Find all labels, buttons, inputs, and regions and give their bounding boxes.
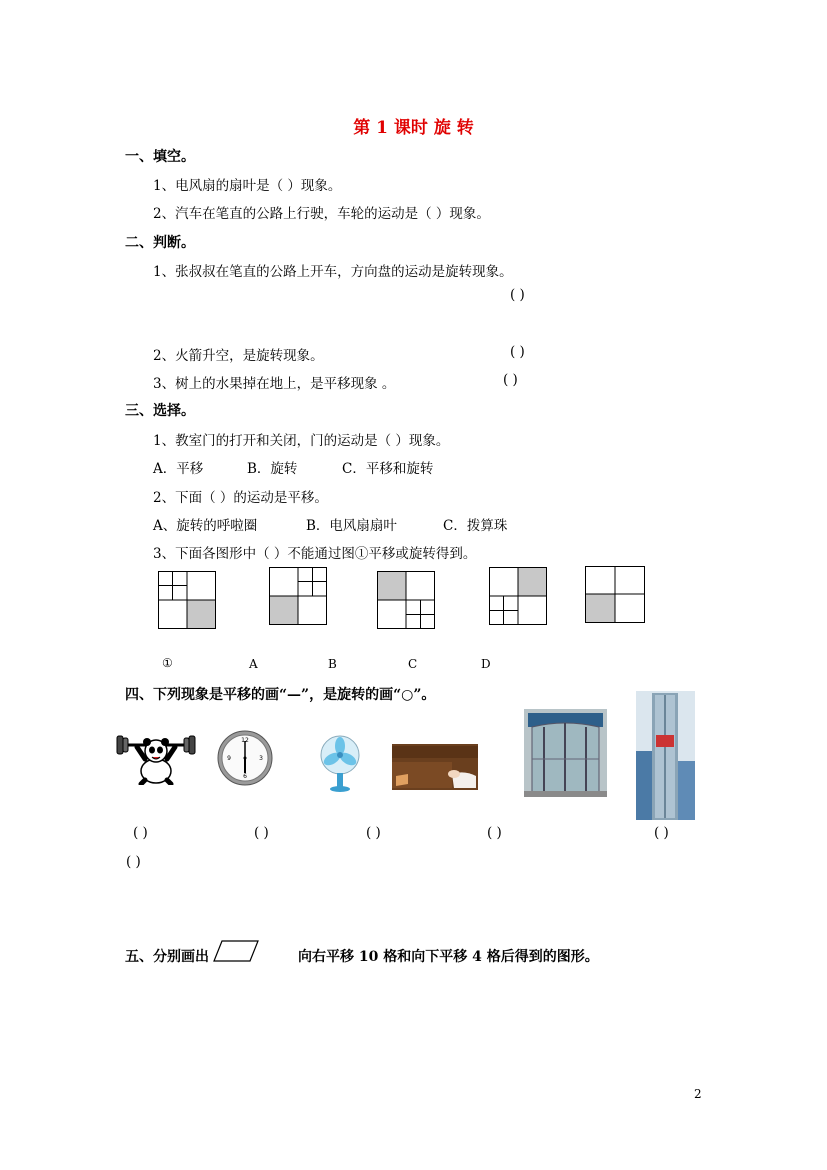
- s4-answer-paren-1: ( ): [133, 825, 148, 841]
- section-1-heading: 一、填空。: [125, 149, 195, 165]
- s2-answer-paren-3: ( ): [503, 372, 518, 388]
- figure-1-square: [158, 571, 216, 629]
- s3-q2-option-a: A、旋转的呼啦圈: [153, 518, 258, 534]
- figure-b-square: [377, 571, 435, 629]
- figure-label-d: D: [481, 657, 491, 671]
- s3-q1-option-a: A．平移: [153, 461, 204, 477]
- figure-d-square: [585, 566, 645, 623]
- svg-text:9: 9: [227, 755, 231, 762]
- svg-text:3: 3: [259, 755, 263, 762]
- figure-label-a: A: [249, 657, 258, 671]
- s3-q1-option-c: C．平移和旋转: [342, 461, 434, 477]
- electric-fan-image: [317, 735, 363, 793]
- section-2-heading: 二、判断。: [125, 235, 195, 251]
- s4-answer-paren-2: ( ): [254, 825, 269, 841]
- svg-text:12: 12: [241, 737, 249, 744]
- section-5-heading-part-2: 向右平移 10 格和向下平移 4 格后得到的图形。: [298, 949, 599, 965]
- section-4-heading: 四、下列现象是平移的画“—”，是旋转的画“○”。: [125, 687, 436, 703]
- figure-label-1: ①: [162, 656, 173, 670]
- parallelogram-shape: [212, 940, 260, 962]
- figure-label-b: B: [328, 657, 337, 671]
- s2-answer-paren-2: ( ): [510, 344, 525, 360]
- s4-answer-paren-6: ( ): [126, 854, 141, 870]
- s4-answer-paren-5: ( ): [654, 825, 669, 841]
- wall-clock-image: [215, 729, 275, 787]
- elevator-tower-image: [636, 691, 695, 820]
- s3-q2-option-c: C．拨算珠: [443, 518, 508, 534]
- panda-weightlifter-image: [115, 733, 197, 785]
- drawer-image: [392, 744, 478, 790]
- s3-question-3: 3、下面各图形中（ ）不能通过图①平移或旋转得到。: [153, 546, 477, 562]
- figure-c-square: [489, 567, 547, 625]
- s3-question-1: 1、教室门的打开和关闭，门的运动是（ ）现象。: [153, 433, 450, 449]
- page-title: 第 1 课时 旋 转: [353, 118, 474, 138]
- s4-answer-paren-4: ( ): [487, 825, 502, 841]
- s1-question-1: 1、电风扇的扇叶是（ ）现象。: [153, 178, 342, 194]
- s2-answer-paren-1: ( ): [510, 287, 525, 303]
- figure-a-square: [269, 567, 327, 625]
- s3-question-2: 2、下面（ ）的运动是平移。: [153, 490, 328, 506]
- s3-q1-option-b: B．旋转: [247, 461, 298, 477]
- s4-answer-paren-3: ( ): [366, 825, 381, 841]
- s3-q2-option-b: B．电风扇扇叶: [306, 518, 397, 534]
- figure-label-c: C: [408, 657, 418, 671]
- s2-question-1: 1、张叔叔在笔直的公路上开车，方向盘的运动是旋转现象。: [153, 264, 513, 280]
- s2-question-3: 3、树上的水果掉在地上，是平移现象 。: [153, 376, 396, 392]
- s1-question-2: 2、汽车在笔直的公路上行驶，车轮的运动是（ ）现象。: [153, 206, 490, 222]
- page-number: 2: [694, 1087, 702, 1101]
- section-5-heading-part-1: 五、分别画出: [125, 949, 209, 965]
- section-3-heading: 三、选择。: [125, 403, 195, 419]
- s2-question-2: 2、火箭升空，是旋转现象。: [153, 348, 324, 364]
- svg-text:6: 6: [243, 773, 247, 780]
- revolving-door-image: [524, 709, 607, 797]
